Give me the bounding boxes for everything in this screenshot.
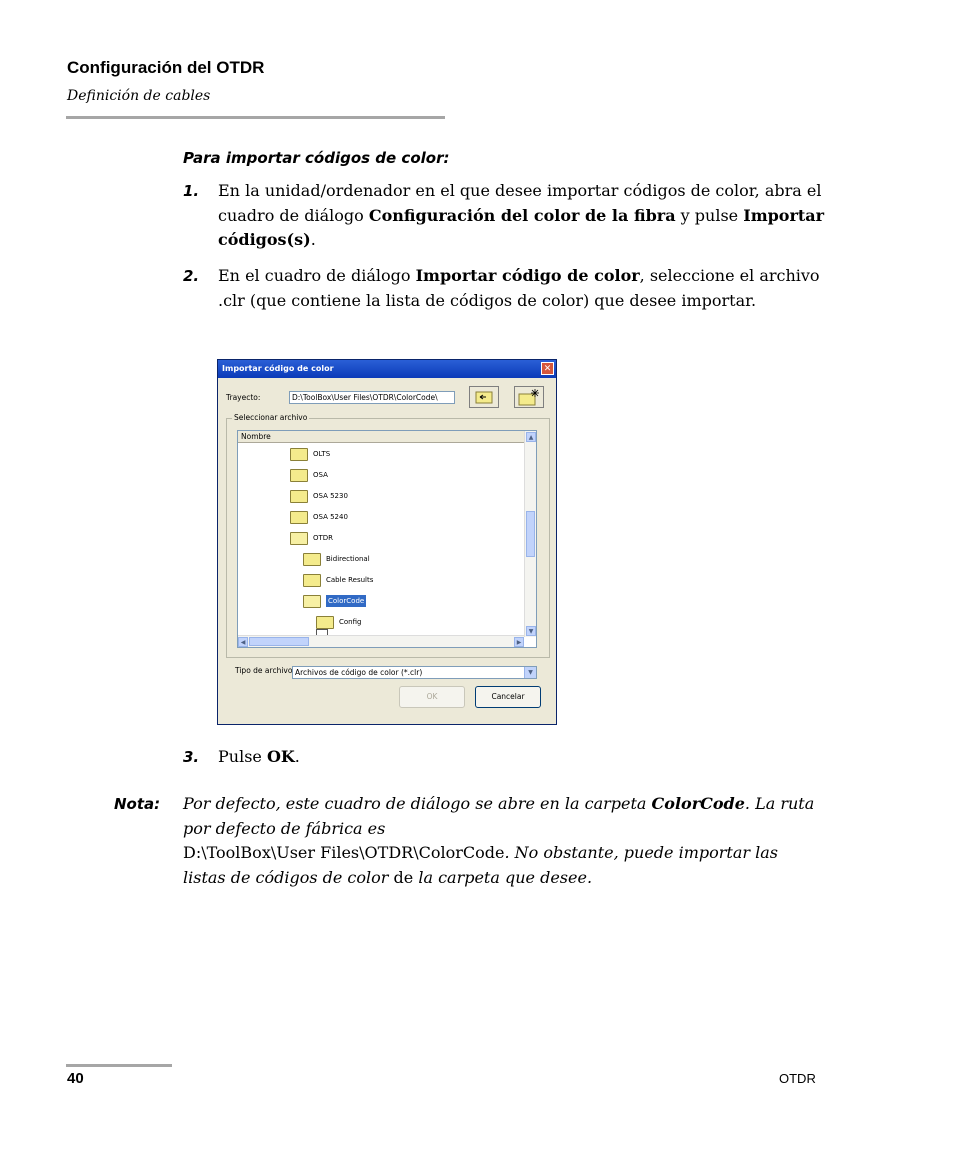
open-folder-icon	[303, 595, 321, 608]
folder-icon	[290, 448, 308, 461]
folder-icon	[316, 616, 334, 629]
up-folder-icon	[470, 387, 498, 407]
tree-item-olts[interactable]: OLTS	[290, 446, 330, 462]
tree-item-osa-5230[interactable]: OSA 5230	[290, 488, 348, 504]
folder-icon	[290, 511, 308, 524]
scroll-up-arrow-icon[interactable]: ▲	[526, 432, 536, 442]
group-label: Seleccionar archivo	[234, 413, 308, 422]
vertical-scroll-thumb[interactable]	[526, 511, 535, 557]
step-text: En la unidad/ordenador en el que desee importar códigos de color, abra el cuadro de diálogo Configuración del color de la fibra y pulse Importar códigos(s).	[218, 181, 825, 249]
tree-item-otdr[interactable]: OTDR	[290, 530, 333, 546]
folder-icon	[303, 574, 321, 587]
scroll-down-arrow-icon[interactable]: ▼	[526, 626, 536, 636]
scroll-right-arrow-icon[interactable]: ▶	[514, 637, 524, 647]
horizontal-scrollbar[interactable]	[238, 635, 524, 647]
tree-item-osa[interactable]: OSA	[290, 467, 328, 483]
note-text: Por defecto, este cuadro de diálogo se abre en la carpeta ColorCode. La ruta por defecto de fábrica es D:\ToolBox\User Files\OTDR\ColorCode. No obstante, puede importar las listas de códigos de color de la carpeta que desee.	[183, 794, 815, 887]
dialog-title: Importar código de color	[222, 364, 334, 373]
step-text: En el cuadro de diálogo Importar código de color, seleccione el archivo .clr (que contiene la lista de códigos de color) que desee importar.	[218, 266, 820, 310]
cancel-button[interactable]: Cancelar	[475, 686, 541, 708]
open-folder-icon	[290, 532, 308, 545]
tree-item-cable-results[interactable]: Cable Results	[303, 572, 373, 588]
import-color-code-dialog	[217, 359, 557, 725]
folder-icon	[303, 553, 321, 566]
new-folder-icon	[515, 387, 543, 407]
horizontal-scroll-thumb[interactable]	[249, 637, 309, 646]
scroll-left-arrow-icon[interactable]: ◀	[238, 637, 248, 647]
folder-icon	[290, 469, 308, 482]
tree-item-config[interactable]: Config	[316, 614, 361, 630]
vertical-scrollbar[interactable]	[524, 431, 536, 637]
page-header-title: Configuración del OTDR	[67, 58, 265, 77]
filetype-value: Archivos de código de color (*.clr)	[295, 668, 423, 677]
note-label: Nota:	[114, 795, 161, 813]
tree-item-osa-5240[interactable]: OSA 5240	[290, 509, 348, 525]
close-icon[interactable]: ✕	[541, 362, 554, 375]
product-name: OTDR	[779, 1071, 816, 1086]
new-folder-button[interactable]	[514, 386, 544, 408]
step-number: 1.	[183, 182, 200, 200]
tree-item-colorcode[interactable]: ColorCode	[303, 593, 366, 609]
up-folder-button[interactable]	[469, 386, 499, 408]
dialog-title-bar	[218, 360, 556, 378]
step-number: 2.	[183, 267, 200, 285]
header-rule	[66, 116, 445, 119]
step-text: Pulse OK.	[218, 747, 300, 766]
path-field[interactable]: D:\ToolBox\User Files\OTDR\ColorCode\	[289, 391, 455, 404]
filetype-select[interactable]	[292, 666, 537, 679]
procedure-title: Para importar códigos de color:	[183, 149, 450, 167]
file-tree[interactable]	[237, 430, 537, 648]
footer-rule	[66, 1064, 172, 1067]
page-header-subtitle: Definición de cables	[67, 88, 211, 104]
folder-icon	[290, 490, 308, 503]
tree-item-bidirectional[interactable]: Bidirectional	[303, 551, 370, 567]
page-number: 40	[67, 1070, 84, 1087]
ok-button[interactable]: OK	[399, 686, 465, 708]
path-label: Trayecto:	[226, 393, 261, 402]
filetype-label: Tipo de archivo	[235, 666, 293, 675]
column-header-name[interactable]: Nombre	[238, 431, 524, 443]
chevron-down-icon[interactable]: ▼	[524, 667, 536, 678]
step-number: 3.	[183, 748, 200, 766]
